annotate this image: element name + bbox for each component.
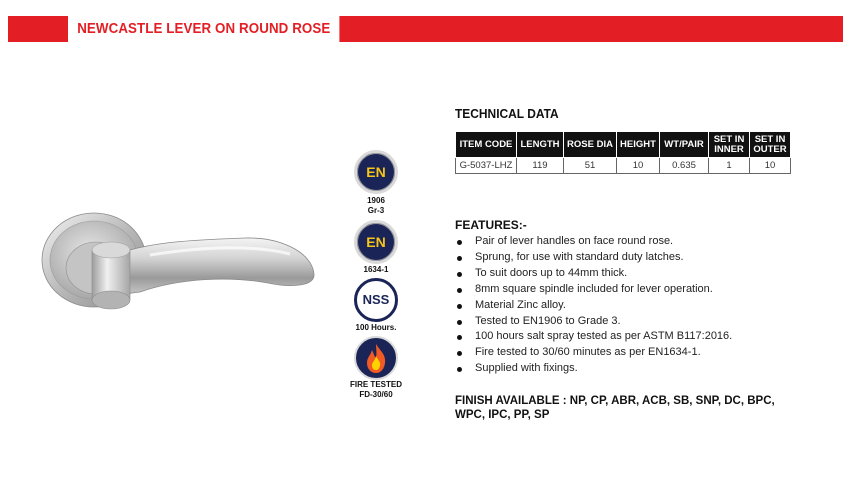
nss-icon bbox=[354, 278, 398, 322]
technical-data-table bbox=[455, 131, 791, 174]
badge-caption-line: 100 Hours. bbox=[355, 323, 397, 332]
badge-caption-line: Gr-3 bbox=[367, 205, 385, 215]
column-header-wt-pair: WT/PAIR bbox=[660, 132, 709, 158]
column-header-height: HEIGHT bbox=[617, 132, 660, 158]
column-header-length: LENGTH bbox=[517, 132, 564, 158]
features-list bbox=[455, 234, 732, 377]
feature-item: Fire tested to 30/60 minutes as per EN1634-1. bbox=[455, 345, 732, 361]
feature-item: 100 hours salt spray tested as per ASTM B117:2016. bbox=[455, 329, 732, 345]
badge-caption-line: FIRE TESTED bbox=[349, 380, 402, 389]
badge-caption bbox=[345, 323, 407, 333]
page-title: NEWCASTLE LEVER ON ROUND ROSE bbox=[68, 16, 340, 42]
badge-caption-line: 1906 bbox=[367, 196, 385, 205]
finish-available: FINISH AVAILABLE : NP, CP, ABR, ACB, SB, SNP, DC, BPC, WPC, IPC, PP, SP bbox=[455, 395, 775, 421]
badge-text: NSS bbox=[362, 292, 390, 307]
en-standard-icon bbox=[354, 220, 398, 264]
feature-item: Supplied with fixings. bbox=[455, 361, 732, 377]
table-cell: 0.635 bbox=[660, 158, 709, 174]
column-header-item-code: ITEM CODE bbox=[456, 132, 517, 158]
feature-item: Material Zinc alloy. bbox=[455, 298, 732, 314]
lever-handle-image bbox=[30, 200, 325, 330]
table-cell: 1 bbox=[709, 158, 750, 174]
column-header-rose-dia: ROSE DIA bbox=[564, 132, 617, 158]
badge-caption bbox=[345, 265, 407, 275]
badge-text: EN bbox=[366, 164, 386, 180]
feature-item: Pair of lever handles on face round rose. bbox=[455, 234, 732, 250]
header-bar bbox=[8, 16, 843, 42]
feature-item: 8mm square spindle included for lever operation. bbox=[455, 282, 732, 298]
flame-icon bbox=[356, 338, 396, 378]
table-cell: G-5037-LHZ bbox=[456, 158, 517, 174]
table-cell: 119 bbox=[517, 158, 564, 174]
badge-caption-line: 1634-1 bbox=[363, 265, 389, 274]
en-standard-icon bbox=[354, 150, 398, 194]
table-cell: 51 bbox=[564, 158, 617, 174]
fire-icon bbox=[354, 336, 398, 380]
badge-text: EN bbox=[366, 234, 386, 250]
column-header-set-in-inner: SET IN INNER bbox=[709, 132, 750, 158]
feature-item: Sprung, for use with standard duty latches. bbox=[455, 250, 732, 266]
features-title: FEATURES:- bbox=[455, 218, 527, 232]
table-cell: 10 bbox=[617, 158, 660, 174]
badge-caption-line: FD-30/60 bbox=[359, 389, 393, 399]
feature-item: Tested to EN1906 to Grade 3. bbox=[455, 314, 732, 330]
table-cell: 10 bbox=[750, 158, 791, 174]
column-header-set-in-outer: SET IN OUTER bbox=[750, 132, 791, 158]
badge-caption bbox=[345, 196, 407, 215]
feature-item: To suit doors up to 44mm thick. bbox=[455, 266, 732, 282]
technical-data-title: TECHNICAL DATA bbox=[455, 106, 559, 121]
badge-caption bbox=[345, 380, 407, 399]
table-row bbox=[456, 158, 791, 174]
table-header-row bbox=[456, 132, 791, 158]
